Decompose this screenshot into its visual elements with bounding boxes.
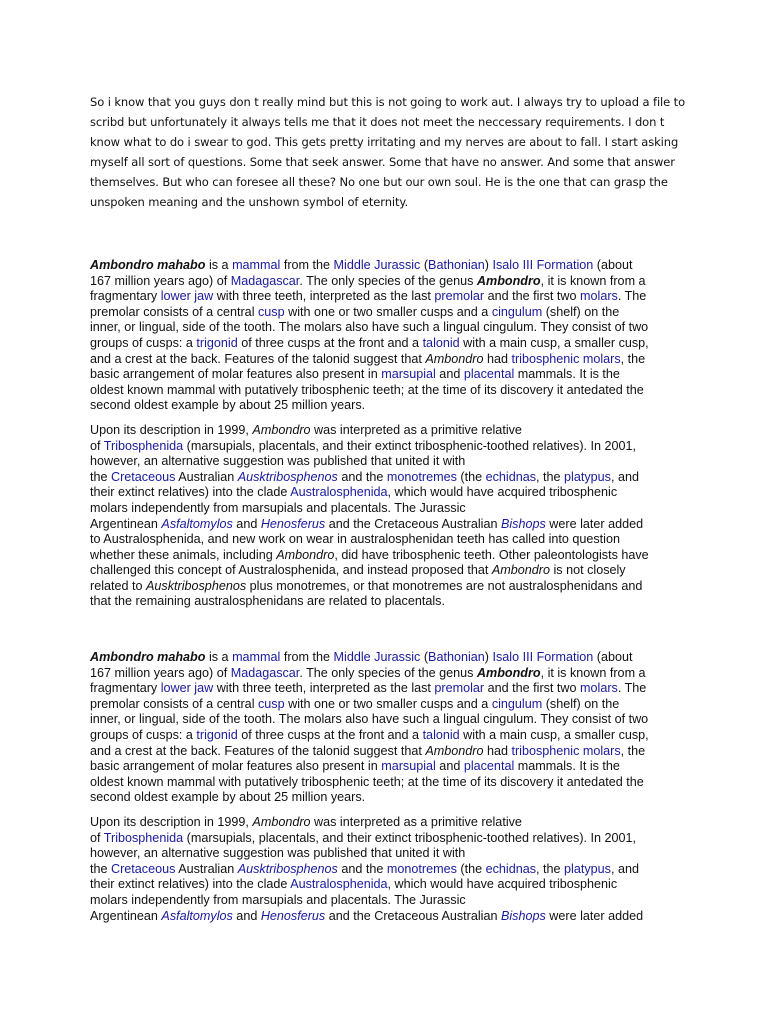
text-run: . The only species of the genus — [299, 273, 477, 288]
text-run: that the remaining australosphenidans are related to placentals. — [90, 594, 445, 609]
wiki-link[interactable]: monotremes — [386, 469, 457, 484]
text-run: groups of cusps: a — [90, 727, 197, 742]
wiki-link[interactable]: Middle Jurassic — [333, 650, 421, 664]
text-line — [90, 501, 690, 517]
text-run: inner, or lingual, side of the tooth. The molars also have such a lingual cingulum. They consist of two — [90, 320, 649, 335]
text-line — [90, 744, 690, 760]
text-run: second oldest example by about 25 million years. — [90, 398, 366, 413]
intro-line: So i know that you guys don t really mind but this is not going to work aut. I always try to upload a file to — [90, 95, 686, 109]
text-run: , it is known from a — [540, 273, 646, 288]
italic-term: Ambondro — [252, 814, 311, 829]
text-run: , the — [536, 469, 565, 484]
wiki-link[interactable]: Australosphenida — [290, 485, 388, 500]
text-run: (about — [593, 650, 633, 664]
wiki-link[interactable]: Bathonian — [428, 258, 485, 272]
wiki-link[interactable]: lower jaw — [160, 681, 214, 696]
bold-italic-term: Ambondro mahabo — [90, 258, 206, 272]
text-line — [90, 666, 690, 682]
wiki-link[interactable]: Bishops — [500, 908, 546, 923]
intro-line: know what to do i swear to god. This gets pretty irritating and my nerves are about to fall. I start asking — [90, 135, 679, 149]
text-run: was interpreted as a primitive relative — [310, 422, 522, 437]
article-paragraph-1 — [90, 258, 690, 414]
wiki-link[interactable]: talonid — [422, 335, 460, 350]
text-line — [90, 862, 690, 878]
text-run: and the Cretaceous Australian — [325, 908, 501, 923]
text-run: however, an alternative suggestion was published that united it with — [90, 846, 466, 861]
wiki-link[interactable]: cingulum — [491, 304, 543, 319]
text-run: to Australosphenida, and new work on wear in australosphenidan teeth has called into question — [90, 532, 620, 547]
wiki-link[interactable]: talonid — [422, 727, 460, 742]
text-line — [90, 650, 690, 666]
bold-italic-term: Ambondro — [476, 273, 541, 288]
intro-paragraph — [90, 92, 690, 212]
italic-term: Ambondro — [425, 351, 484, 366]
text-run: premolar consists of a central — [90, 304, 258, 319]
wiki-link[interactable]: mammal — [232, 258, 281, 272]
text-run: and the — [337, 469, 387, 484]
text-run: fragmentary — [90, 289, 161, 304]
wiki-link[interactable]: monotremes — [386, 861, 457, 876]
text-run: , the — [620, 743, 646, 758]
text-line — [90, 681, 690, 697]
wiki-link[interactable]: premolar — [434, 289, 485, 304]
text-run: were later added — [545, 516, 644, 531]
text-run: Argentinean — [90, 516, 162, 531]
text-run: with a main cusp, a smaller cusp, — [459, 335, 649, 350]
text-line — [90, 352, 690, 368]
text-run: plus monotremes, or that monotremes are not australosphenidans and — [246, 578, 643, 593]
text-line — [90, 305, 690, 321]
text-run: (about — [593, 258, 633, 272]
intro-line: myself all sort of questions. Some that seek answer. Some that have no answer. And some that answer — [90, 155, 675, 169]
text-run: (shelf) on the — [542, 304, 620, 319]
text-line — [90, 877, 690, 893]
text-run: challenged this concept of Australosphenida, and instead proposed that — [90, 563, 492, 578]
text-line — [90, 697, 690, 713]
text-line — [90, 383, 690, 399]
text-run: ( — [420, 258, 429, 272]
wiki-link[interactable]: molars — [580, 681, 618, 696]
italic-term: Ambondro — [276, 547, 335, 562]
text-run: mammals. It is the — [514, 367, 620, 382]
text-run: oldest known mammal with putatively tribosphenic teeth; at the time of its discovery it antedated the — [90, 382, 644, 397]
wiki-link[interactable]: Henosferus — [260, 516, 326, 531]
wiki-link[interactable]: tribosphenic molars — [511, 743, 621, 758]
wiki-link[interactable]: Isalo III Formation — [492, 650, 594, 664]
text-line — [90, 728, 690, 744]
wiki-link[interactable]: Madagascar — [230, 665, 300, 680]
text-run: fragmentary — [90, 681, 161, 696]
text-run: were later added — [545, 908, 644, 923]
text-run: , which would have acquired tribosphenic — [387, 485, 618, 500]
wiki-link[interactable]: Tribosphenida — [103, 830, 184, 845]
wiki-link[interactable]: Ausktribosphenos — [237, 469, 338, 484]
text-run: 167 million years ago) of — [90, 665, 231, 680]
wiki-link[interactable]: Henosferus — [260, 908, 326, 923]
text-run: (shelf) on the — [542, 696, 620, 711]
intro-line: unspoken meaning and the unshown symbol of eternity. — [90, 195, 409, 209]
wiki-link[interactable]: trigonid — [196, 335, 238, 350]
intro-line: themselves. But who can foresee all these? No one but our own soul. He is the one that can grasp the — [90, 175, 668, 189]
text-line — [90, 320, 690, 336]
text-line — [90, 423, 690, 439]
bold-italic-term: Ambondro — [476, 665, 541, 680]
text-run: molars independently from marsupials and placentals. The Jurassic — [90, 892, 466, 907]
text-run: oldest known mammal with putatively tribosphenic teeth; at the time of its discovery it antedated the — [90, 774, 644, 789]
wiki-link[interactable]: Isalo III Formation — [492, 258, 594, 272]
text-line — [90, 289, 690, 305]
text-run: , it is known from a — [540, 665, 646, 680]
wiki-link[interactable]: molars — [580, 289, 618, 304]
text-run: , the — [620, 351, 646, 366]
text-run: their extinct relatives) into the clade — [90, 485, 291, 500]
wiki-link[interactable]: Bishops — [500, 516, 546, 531]
text-run: and the first two — [484, 289, 581, 304]
italic-term: Ambondro — [252, 422, 311, 437]
text-run: of — [90, 830, 104, 845]
text-line — [90, 548, 690, 564]
text-line — [90, 454, 690, 470]
text-line — [90, 532, 690, 548]
text-run: (marsupials, placentals, and their extinct tribosphenic-toothed relatives). In 2001, — [183, 438, 637, 453]
text-run: Australian — [175, 469, 238, 484]
wiki-link[interactable]: Tribosphenida — [103, 438, 184, 453]
wiki-link[interactable]: Cretaceous — [111, 469, 176, 484]
text-run: 167 million years ago) of — [90, 273, 231, 288]
bold-italic-term: Ambondro mahabo — [90, 650, 206, 664]
text-line — [90, 759, 690, 775]
text-run: (the — [456, 861, 486, 876]
text-run: , the — [536, 861, 565, 876]
wiki-link[interactable]: Ausktribosphenos — [237, 861, 338, 876]
text-run: . The only species of the genus — [299, 665, 477, 680]
article-paragraph-2 — [90, 423, 690, 610]
article-block-2 — [90, 650, 690, 933]
text-run: with three teeth, interpreted as the last — [213, 681, 435, 696]
text-run: had — [483, 351, 512, 366]
text-run: , which would have acquired tribosphenic — [387, 877, 618, 892]
text-run: , and — [610, 469, 639, 484]
wiki-link[interactable]: mammal — [232, 650, 281, 664]
text-line — [90, 579, 690, 595]
text-line — [90, 712, 690, 728]
text-run: of three cusps at the front and a — [237, 335, 423, 350]
text-run: Upon its description in 1999, — [90, 422, 253, 437]
text-run: from the — [280, 258, 334, 272]
text-run: with one or two smaller cusps and a — [284, 304, 492, 319]
text-line — [90, 439, 690, 455]
italic-term: Ambondro — [491, 563, 550, 578]
text-run: and a crest at the back. Features of the talonid suggest that — [90, 351, 426, 366]
wiki-link[interactable]: platypus — [564, 469, 611, 484]
text-line — [90, 398, 690, 414]
italic-term: Ausktribosphenos — [146, 578, 247, 593]
text-run: mammals. It is the — [514, 759, 620, 774]
text-run: and a crest at the back. Features of the talonid suggest that — [90, 743, 426, 758]
text-run: is a — [205, 258, 233, 272]
text-line — [90, 485, 690, 501]
text-run: is not closely — [550, 563, 626, 578]
wiki-link[interactable]: placental — [463, 367, 515, 382]
text-run: groups of cusps: a — [90, 335, 197, 350]
text-run: second oldest example by about 25 million years. — [90, 790, 366, 805]
text-run: ( — [420, 650, 429, 664]
wiki-link[interactable]: Asfaltomylos — [161, 908, 233, 923]
intro-line: scribd but unfortunately it always tells me that it does not meet the neccessary requirements. I don t — [90, 115, 665, 129]
text-run: with one or two smaller cusps and a — [284, 696, 492, 711]
wiki-link[interactable]: echidnas — [485, 861, 537, 876]
text-line — [90, 815, 690, 831]
text-run: with a main cusp, a smaller cusp, — [459, 727, 649, 742]
text-line — [90, 336, 690, 352]
text-line — [90, 775, 690, 791]
text-line — [90, 893, 690, 909]
text-run: is a — [205, 650, 233, 664]
text-run: had — [483, 743, 512, 758]
article-paragraph-1-repeat — [90, 650, 690, 806]
italic-term: Ambondro — [425, 743, 484, 758]
text-run: of — [90, 438, 104, 453]
text-run: Argentinean — [90, 908, 162, 923]
text-line — [90, 367, 690, 383]
text-run: (marsupials, placentals, and their extinct tribosphenic-toothed relatives). In 2001, — [183, 830, 637, 845]
wiki-link[interactable]: Cretaceous — [111, 861, 176, 876]
text-run: , did have tribosphenic teeth. Other paleontologists have — [334, 547, 649, 562]
wiki-link[interactable]: placental — [463, 759, 515, 774]
text-run: Upon its description in 1999, — [90, 814, 253, 829]
article-paragraph-2-repeat — [90, 815, 690, 924]
wiki-link[interactable]: trigonid — [196, 727, 238, 742]
wiki-link[interactable]: Australosphenida — [290, 877, 388, 892]
text-run: Australian — [175, 861, 238, 876]
text-run: basic arrangement of molar features also present in — [90, 367, 382, 382]
wiki-link[interactable]: cingulum — [491, 696, 543, 711]
text-line — [90, 831, 690, 847]
wiki-link[interactable]: lower jaw — [160, 289, 214, 304]
text-line — [90, 846, 690, 862]
wiki-link[interactable]: Bathonian — [428, 650, 485, 664]
text-line — [90, 274, 690, 290]
text-run: and the — [337, 861, 387, 876]
text-line — [90, 594, 690, 610]
text-run: their extinct relatives) into the clade — [90, 877, 291, 892]
text-run: the — [90, 469, 112, 484]
text-run: and — [232, 516, 261, 531]
text-run: and the Cretaceous Australian — [325, 516, 501, 531]
text-run: ) — [484, 650, 493, 664]
text-line — [90, 258, 690, 274]
text-run: and — [435, 367, 464, 382]
wiki-link[interactable]: Asfaltomylos — [161, 516, 233, 531]
wiki-link[interactable]: marsupial — [381, 759, 436, 774]
text-run: . The — [617, 681, 647, 696]
text-run: however, an alternative suggestion was published that united it with — [90, 454, 466, 469]
wiki-link[interactable]: cusp — [258, 696, 285, 711]
text-run: . The — [617, 289, 647, 304]
text-run: the — [90, 861, 112, 876]
text-run: basic arrangement of molar features also present in — [90, 759, 382, 774]
text-run: and the first two — [484, 681, 581, 696]
wiki-link[interactable]: premolar — [434, 681, 485, 696]
text-run: related to — [90, 578, 147, 593]
text-line — [90, 470, 690, 486]
text-line — [90, 909, 690, 925]
article-block-1 — [90, 258, 690, 619]
text-run: inner, or lingual, side of the tooth. The molars also have such a lingual cingulum. They consist of two — [90, 712, 649, 727]
text-run: and — [435, 759, 464, 774]
text-run: with three teeth, interpreted as the last — [213, 289, 435, 304]
wiki-link[interactable]: platypus — [564, 861, 611, 876]
wiki-link[interactable]: cusp — [258, 304, 285, 319]
wiki-link[interactable]: Middle Jurassic — [333, 258, 421, 272]
wiki-link[interactable]: tribosphenic molars — [511, 351, 621, 366]
wiki-link[interactable]: echidnas — [485, 469, 537, 484]
text-line — [90, 517, 690, 533]
text-run: whether these animals, including — [90, 547, 277, 562]
text-line — [90, 790, 690, 806]
text-run: premolar consists of a central — [90, 696, 258, 711]
text-run: of three cusps at the front and a — [237, 727, 423, 742]
text-run: from the — [280, 650, 334, 664]
wiki-link[interactable]: marsupial — [381, 367, 436, 382]
text-line — [90, 563, 690, 579]
wiki-link[interactable]: Madagascar — [230, 273, 300, 288]
text-run: was interpreted as a primitive relative — [310, 814, 522, 829]
text-run: and — [232, 908, 261, 923]
text-run: ) — [484, 258, 493, 272]
text-run: (the — [456, 469, 486, 484]
text-run: molars independently from marsupials and placentals. The Jurassic — [90, 500, 466, 515]
text-run: , and — [610, 861, 639, 876]
